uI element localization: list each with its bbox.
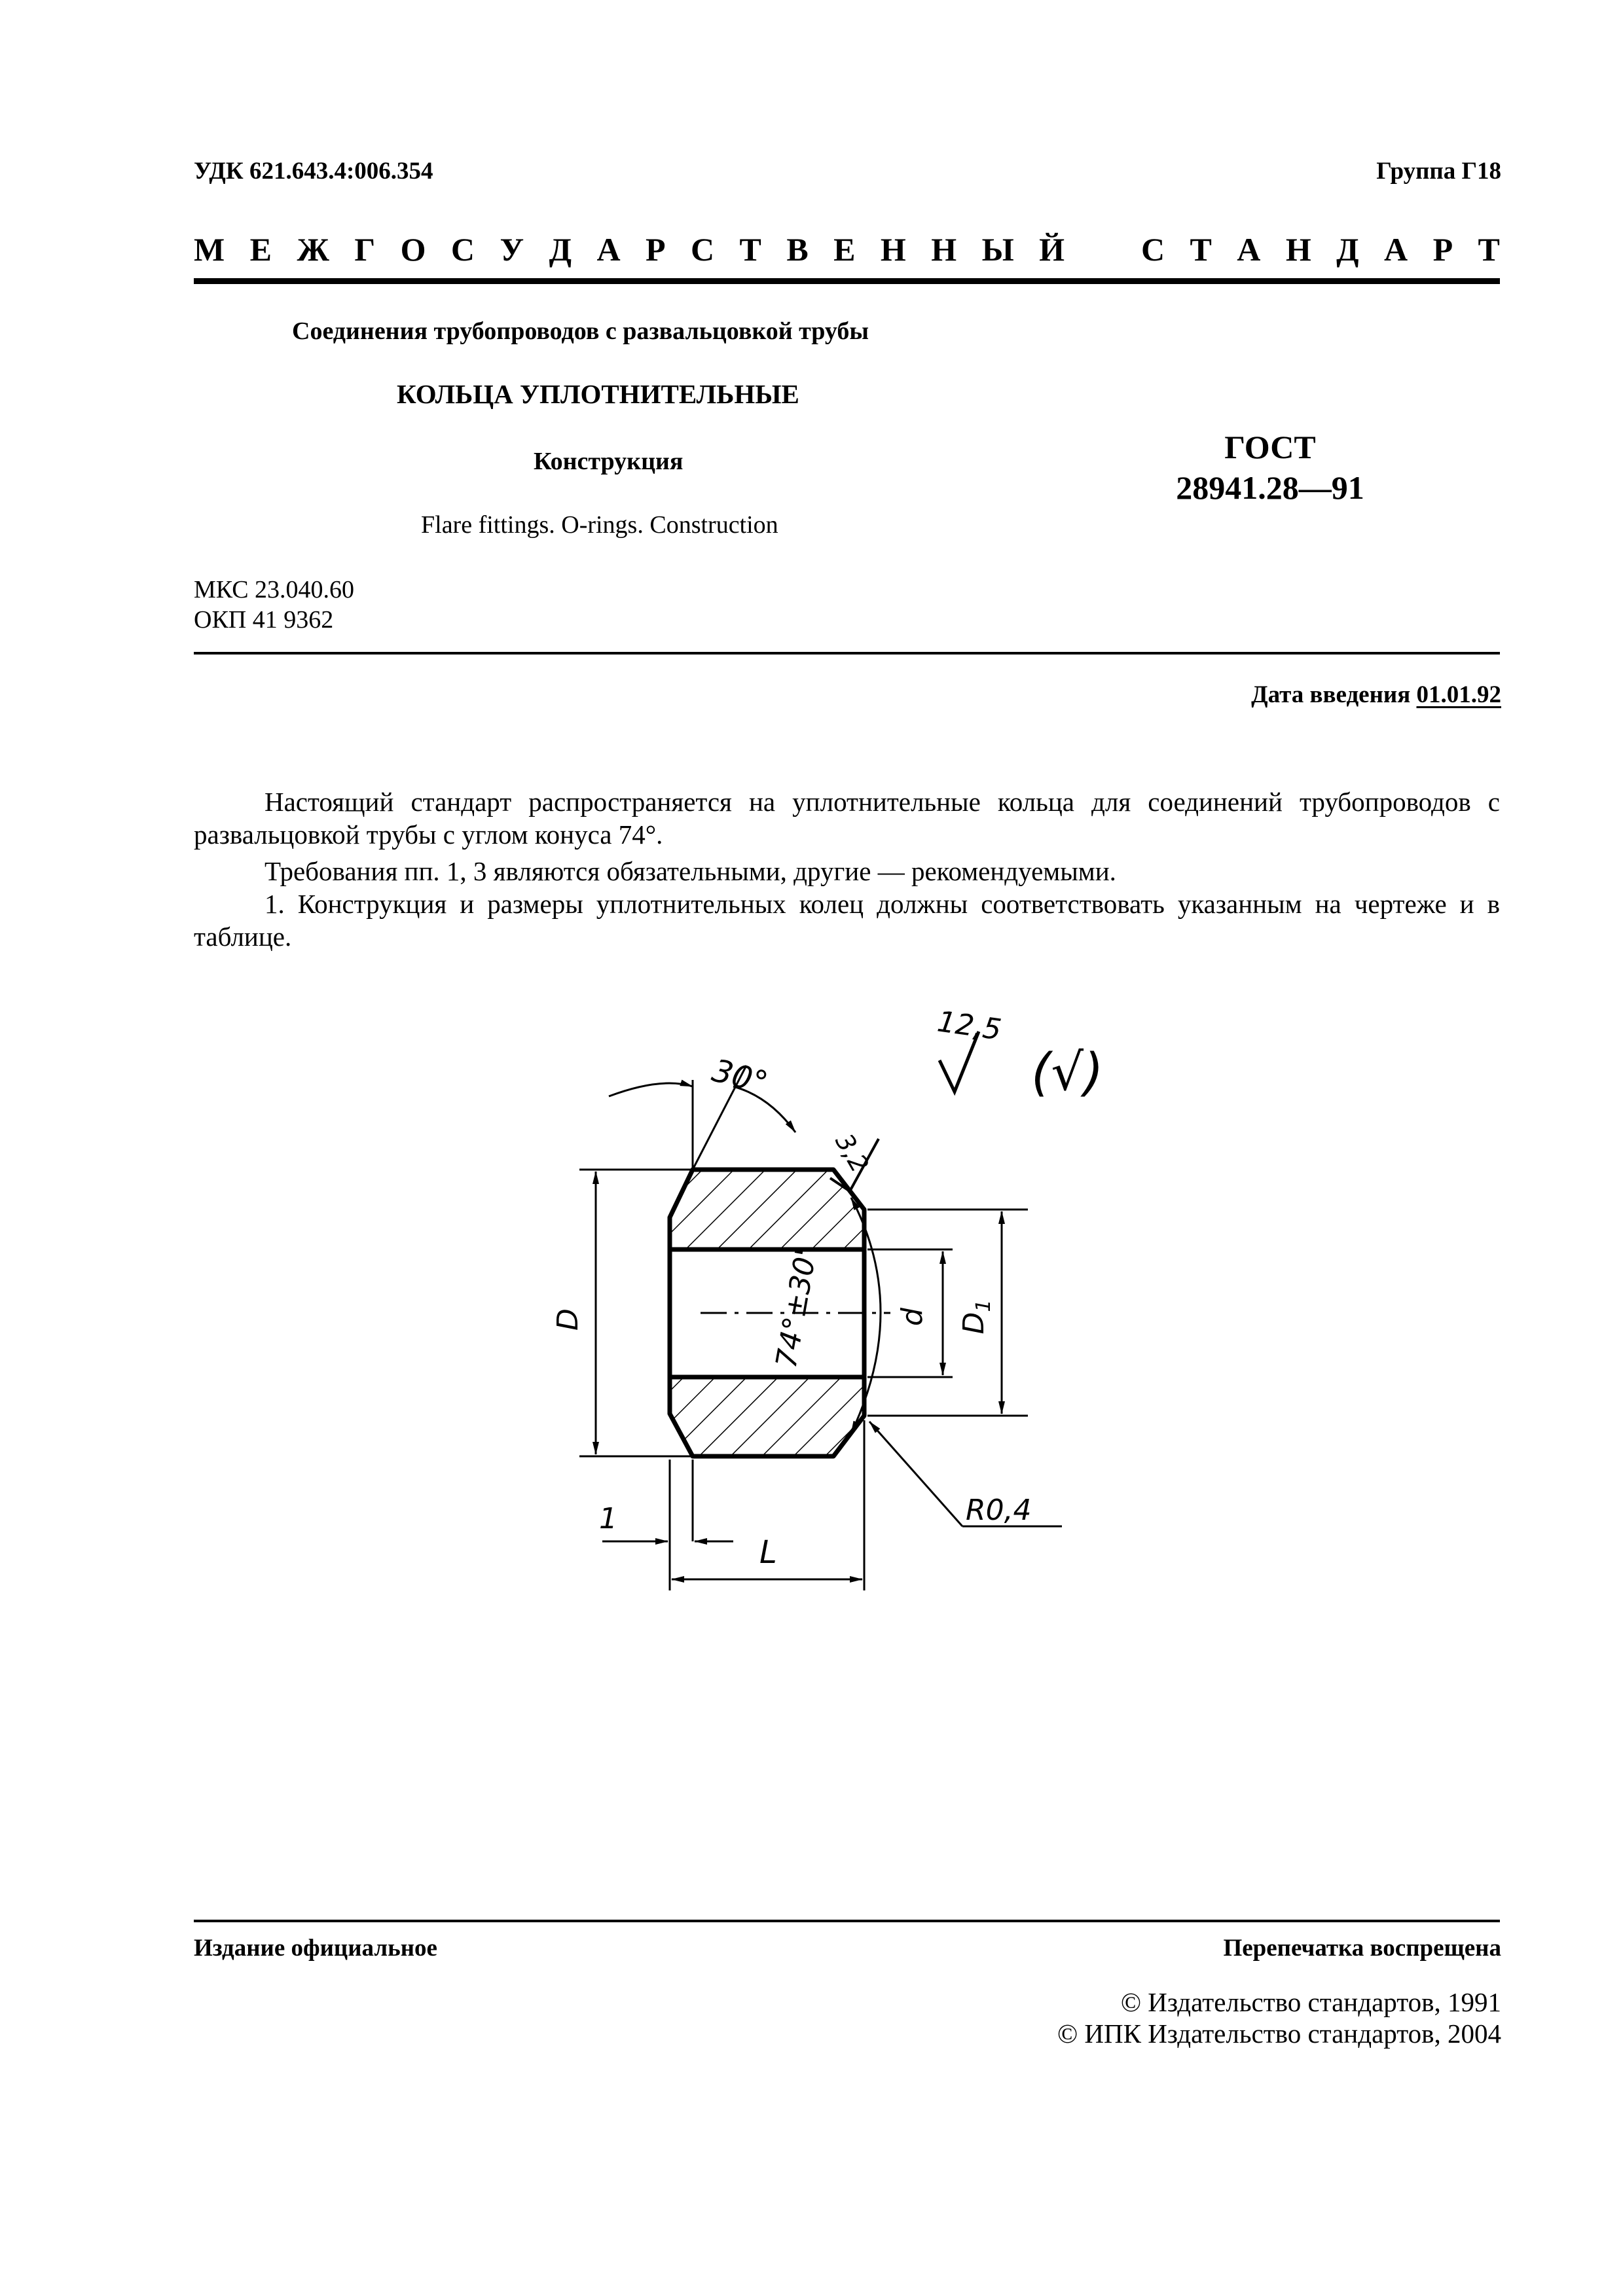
heading-letter: А — [1237, 231, 1261, 268]
effective-date-value: 01.01.92 — [1416, 681, 1501, 708]
heading-letter: М — [194, 231, 225, 268]
dimension-D1-label: $D_1$ — [957, 1299, 995, 1335]
heading-letter: Р — [646, 231, 666, 268]
classification-codes — [194, 575, 354, 635]
reprint-notice: Перепечатка воспрещена — [1223, 1935, 1501, 1962]
heading-letter: Й — [1039, 231, 1065, 268]
heading-letter: Н — [1285, 231, 1311, 268]
body-paragraph-scope: Настоящий стандарт распространяется на уплотнительные кольца для соединений трубопроводов с развальцовкой трубы с углом конуса 74°. — [194, 787, 1500, 850]
heading-letter: Ы — [981, 231, 1014, 268]
angle-30-label: 30° — [708, 1052, 772, 1102]
okp-code: ОКП 41 9362 — [194, 606, 334, 634]
heading-letter: О — [400, 231, 426, 268]
english-title: Flare fittings. O-rings. Construction — [421, 511, 778, 539]
heading-letter: А — [1384, 231, 1408, 268]
official-edition-label: Издание официальное — [194, 1935, 437, 1962]
heading-letter: Е — [833, 231, 856, 268]
heading-letter: С — [690, 231, 715, 268]
heading-letter: Н — [880, 231, 906, 268]
heading-letter: Т — [1478, 231, 1500, 268]
dimension-D-label: D — [551, 1308, 585, 1331]
gost-designation — [1113, 427, 1427, 508]
dimension-D1 — [867, 1210, 1028, 1416]
heading-letter: Т — [739, 231, 761, 268]
group-code: Группа Г18 — [1376, 158, 1501, 185]
radius-label: R0,4 — [966, 1494, 1032, 1527]
footer-divider — [194, 1920, 1500, 1922]
copyright-line-1: © Издательство стандартов, 1991 — [1120, 1987, 1501, 2017]
o-ring-drawing — [543, 982, 1198, 1623]
heading-letter: Р — [1432, 231, 1453, 268]
dimension-1 — [602, 1460, 733, 1590]
heading-letter: А — [596, 231, 621, 268]
roughness-value: 12,5 — [935, 1005, 1004, 1047]
section-lower — [670, 1377, 864, 1456]
heading-letter: С — [450, 231, 475, 268]
header-divider — [194, 278, 1500, 284]
document-subject: Соединения трубопроводов с развальцовкой трубы — [292, 317, 869, 345]
gost-number: 28941.28—91 — [1176, 469, 1364, 506]
dimension-L-label: L — [759, 1534, 777, 1571]
angle-74-label: 74°±30' — [769, 1246, 824, 1371]
heading-letter: С — [1140, 231, 1165, 268]
effective-date — [1251, 681, 1501, 709]
mks-code: МКС 23.040.60 — [194, 576, 355, 603]
heading-letter: Е — [249, 231, 272, 268]
body-paragraph-requirements: Требования пп. 1, 3 являются обязательными, другие — рекомендуемыми. — [264, 856, 1116, 886]
chamfer-roughness-label: 3,2 — [830, 1128, 875, 1177]
heading-gap — [1090, 230, 1116, 268]
heading-letter: Г — [354, 231, 376, 268]
gost-label: ГОСТ — [1224, 429, 1316, 465]
document-title: КОЛЬЦА УПЛОТНИТЕЛЬНЫЕ — [397, 379, 799, 409]
copyright-line-2: © ИПК Издательство стандартов, 2004 — [1057, 2018, 1501, 2049]
heading-letter: Ж — [297, 231, 329, 268]
dimension-1-label: 1 — [599, 1502, 617, 1535]
udk-code: УДК 621.643.4:006.354 — [194, 158, 433, 185]
heading-letter: У — [500, 231, 524, 268]
roughness-paren: (√) — [1031, 1043, 1104, 1102]
heading-letter: Т — [1190, 231, 1212, 268]
dimension-d-label: d — [896, 1308, 929, 1326]
heading-letter: Н — [931, 231, 957, 268]
copyright-block — [1057, 1986, 1501, 2049]
heading-letter: Д — [1336, 231, 1359, 268]
interstate-standard-heading — [194, 230, 1500, 268]
body-paragraph-construction: 1. Конструкция и размеры уплотнительных колец должны соответствовать указанным на чертеже и в таблице. — [194, 889, 1500, 952]
document-subtitle: Конструкция — [534, 448, 684, 475]
heading-letter: Д — [549, 231, 572, 268]
effective-date-label: Дата введения — [1251, 681, 1411, 708]
heading-letter: В — [786, 231, 809, 268]
title-divider — [194, 652, 1500, 655]
roughness-symbol — [935, 1005, 1103, 1102]
